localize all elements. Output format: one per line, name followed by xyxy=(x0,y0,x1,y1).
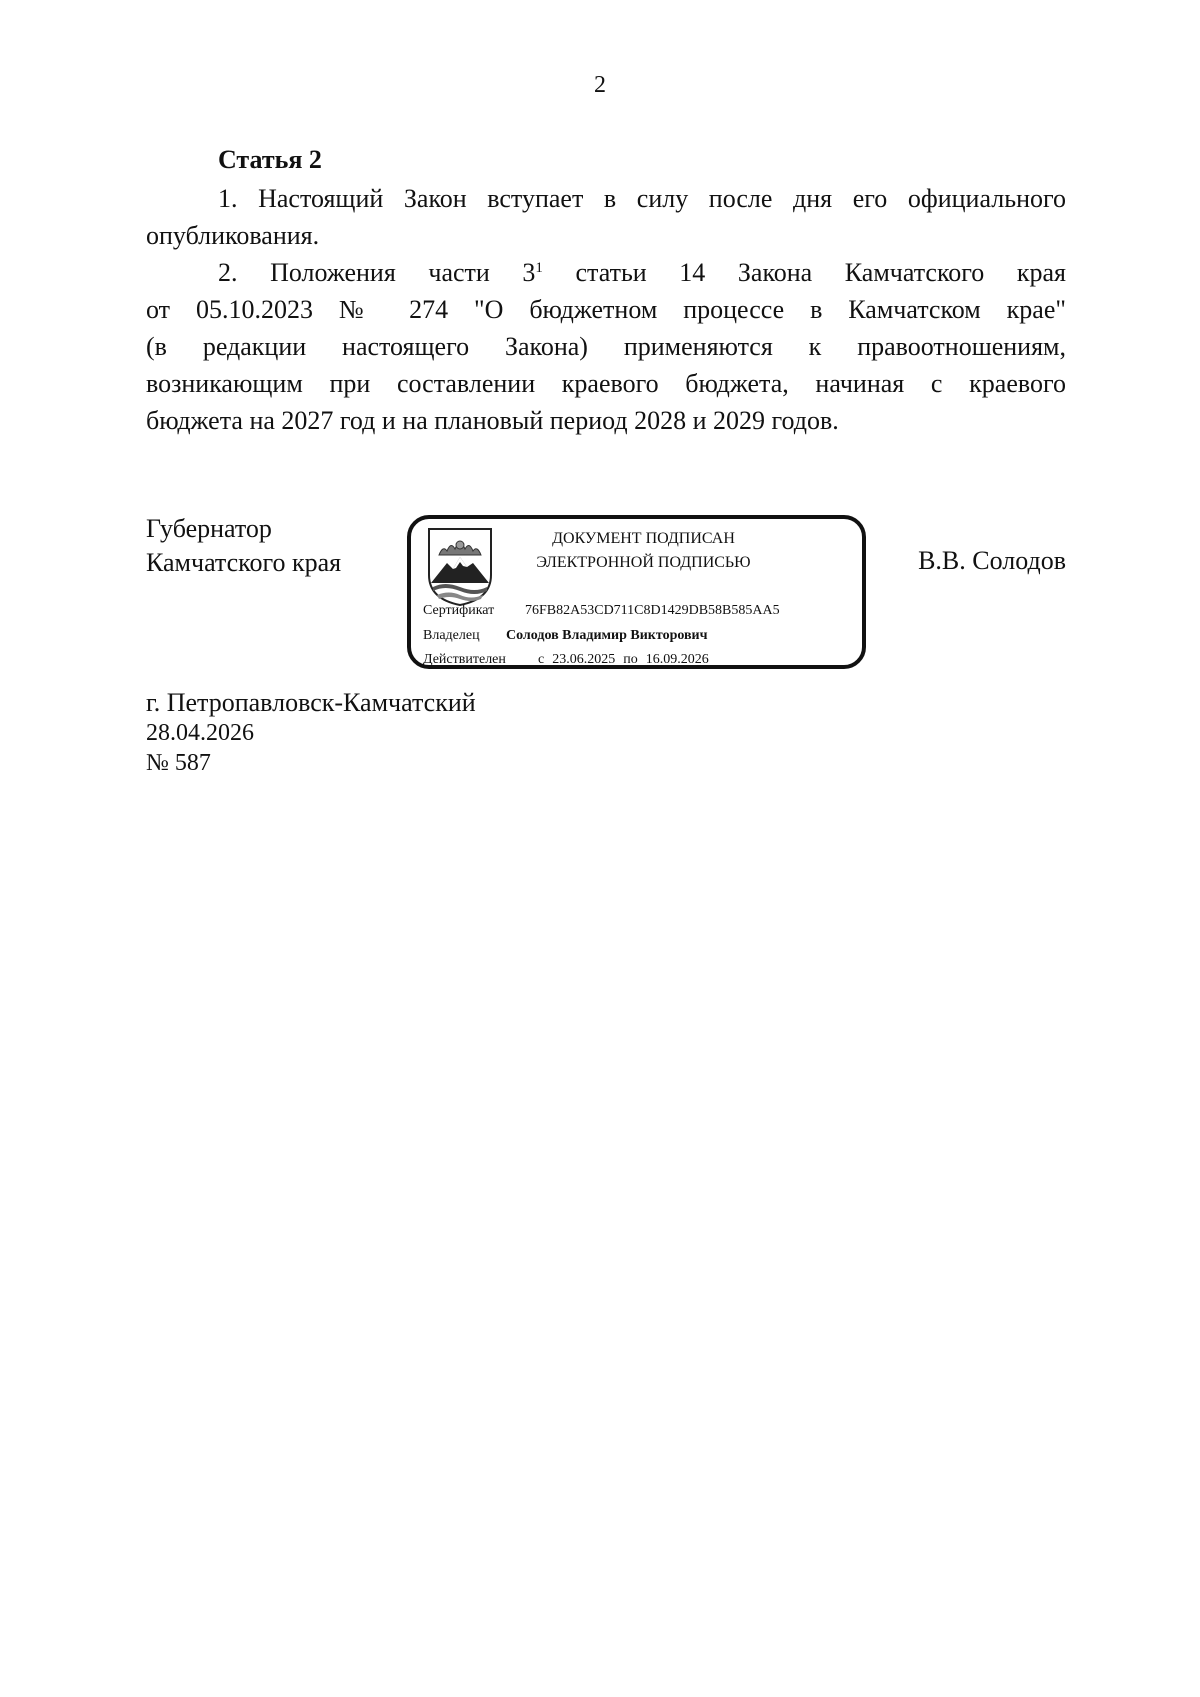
paragraph-2-line-1-end: статьи 14 Закона Камчатского края xyxy=(542,258,1066,287)
stamp-header-line-1: ДОКУМЕНТ ПОДПИСАН xyxy=(552,530,735,547)
certificate-value: 76FB82A53CD711C8D1429DB58B585AA5 xyxy=(525,603,780,618)
stamp-header xyxy=(511,527,776,575)
page-number: 2 xyxy=(594,72,606,98)
paragraph-2-line-4: возникающим при составлении краевого бюджета, начиная с краевого xyxy=(146,369,1066,398)
article-paragraph-2 xyxy=(146,254,1066,439)
electronic-signature-stamp xyxy=(407,515,866,669)
signatory-title-line-2: Камчатского края xyxy=(146,548,342,577)
place-date-number xyxy=(146,688,476,778)
owner-value: Солодов Владимир Викторович xyxy=(506,628,708,643)
validity-row xyxy=(423,652,709,668)
valid-to-prefix: по xyxy=(623,652,638,667)
superscript-index: 1 xyxy=(535,260,543,276)
document-number: № 587 xyxy=(146,750,211,776)
paragraph-1-line-2: опубликования. xyxy=(146,221,320,250)
document-date: 28.04.2026 xyxy=(146,720,254,746)
signatory-name: В.В. Солодов xyxy=(918,546,1066,575)
paragraph-2-line-3: (в редакции настоящего Закона) применяются к правоотношениям, xyxy=(146,332,1066,361)
paragraph-2-line-2: от 05.10.2023 № 274 "О бюджетном процессе в Камчатском крае" xyxy=(146,295,1066,324)
place-city: г. Петропавловск-Камчатский xyxy=(146,688,476,717)
kamchatka-coat-of-arms-icon xyxy=(425,525,495,607)
valid-to-date: 16.09.2026 xyxy=(645,652,709,667)
paragraph-2-line-1 xyxy=(146,254,1066,291)
stamp-header-line-2: ЭЛЕКТРОННОЙ ПОДПИСЬЮ xyxy=(536,554,751,571)
signatory-title xyxy=(146,512,341,580)
validity-label: Действителен xyxy=(423,652,506,667)
signatory-title-line-1: Губернатор xyxy=(146,514,272,543)
article-title: Статья 2 xyxy=(218,145,322,174)
valid-from-date: 23.06.2025 xyxy=(552,652,616,667)
paragraph-2-line-5: бюджета на 2027 год и на плановый период 2028 и 2029 годов. xyxy=(146,406,839,435)
paragraph-2-line-1-start: 2. Положения части 3 xyxy=(218,258,536,287)
valid-from-prefix: с xyxy=(538,652,545,667)
certificate-label: Сертификат xyxy=(423,603,495,618)
paragraph-1-line-1: 1. Настоящий Закон вступает в силу после дня его официального xyxy=(218,184,1066,213)
article-paragraph-1 xyxy=(146,180,1066,254)
owner-row xyxy=(423,628,708,644)
owner-label: Владелец xyxy=(423,628,480,643)
certificate-row xyxy=(423,603,780,619)
